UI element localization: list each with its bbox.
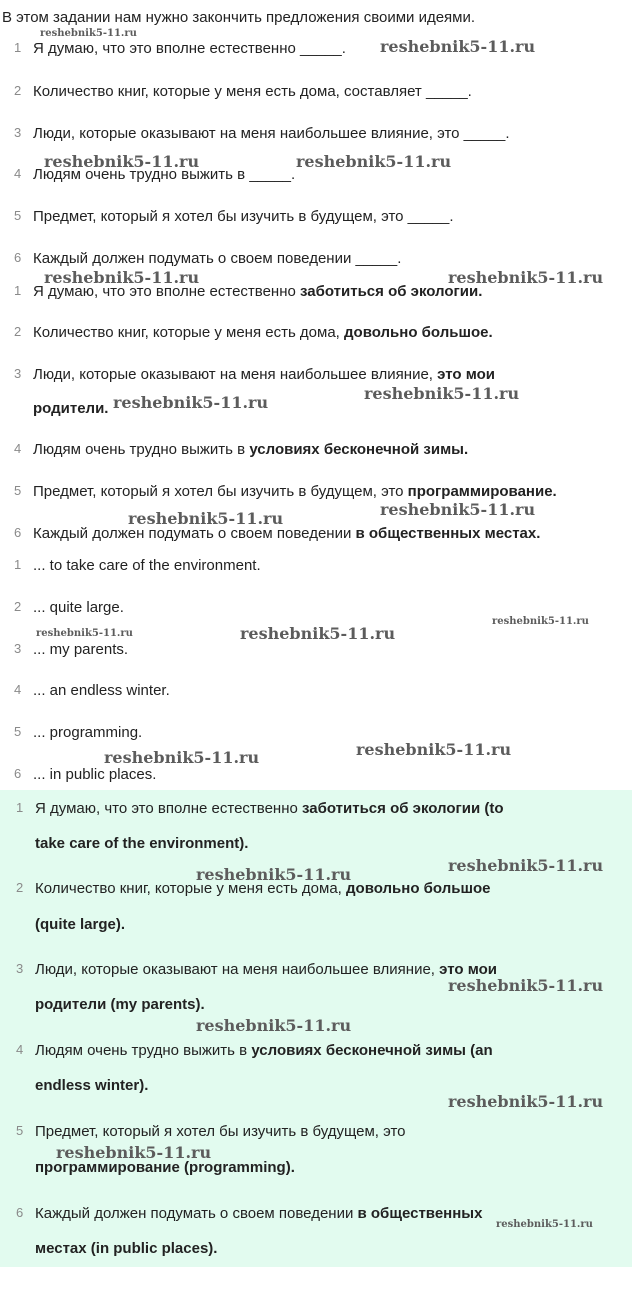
item-text: Количество книг, которые у меня есть дома, составляет _____. [33, 83, 472, 100]
item-number: 5 [14, 208, 22, 223]
item-text: endless winter). [35, 1077, 149, 1094]
watermark: reshebnik5-11.ru [492, 616, 589, 627]
item-number: 2 [14, 83, 22, 98]
watermark: reshebnik5-11.ru [380, 500, 536, 519]
watermark: reshebnik5-11.ru [448, 268, 604, 287]
item-number: 4 [14, 166, 22, 181]
item-text: Люди, которые оказывают на меня наибольшее влияние, это мои [35, 961, 497, 978]
item-text: Предмет, который я хотел бы изучить в будущем, это программирование. [33, 483, 557, 500]
item-text: ... to take care of the environment. [33, 557, 261, 574]
item-text: Люди, которые оказывают на меня наибольшее влияние, это _____. [33, 125, 510, 142]
watermark: reshebnik5-11.ru [56, 1143, 212, 1162]
watermark: reshebnik5-11.ru [448, 856, 604, 875]
item-number: 1 [14, 283, 22, 298]
item-number: 2 [16, 880, 24, 895]
watermark: reshebnik5-11.ru [44, 152, 200, 171]
item-number: 6 [16, 1205, 24, 1220]
item-number: 5 [16, 1123, 24, 1138]
item-number: 6 [14, 250, 22, 265]
watermark: reshebnik5-11.ru [44, 268, 200, 287]
item-number: 2 [14, 599, 22, 614]
item-number: 2 [14, 324, 22, 339]
watermark: reshebnik5-11.ru [104, 748, 260, 767]
watermark: reshebnik5-11.ru [496, 1219, 593, 1230]
watermark: reshebnik5-11.ru [196, 1016, 352, 1035]
item-number: 6 [14, 525, 22, 540]
item-text: (quite large). [35, 916, 126, 933]
item-text: ... programming. [33, 724, 143, 741]
item-text: Людям очень трудно выжить в условиях бесконечной зимы. [33, 441, 469, 458]
item-number: 5 [14, 724, 22, 739]
item-text: ... an endless winter. [33, 682, 170, 699]
item-text: Я думаю, что это вполне естественно заботиться об экологии (to [35, 800, 504, 817]
item-number: 3 [14, 366, 22, 381]
item-text: Людям очень трудно выжить в _____. [33, 166, 296, 183]
item-number: 4 [14, 441, 22, 456]
item-text: ... quite large. [33, 599, 124, 616]
item-text: Каждый должен подумать о своем поведении в общественных [35, 1205, 483, 1222]
watermark: reshebnik5-11.ru [364, 384, 520, 403]
item-number: 4 [14, 682, 22, 697]
item-text: Предмет, который я хотел бы изучить в будущем, это [35, 1123, 406, 1140]
item-number: 3 [14, 641, 22, 656]
item-text: Я думаю, что это вполне естественно заботиться об экологии. [33, 283, 483, 300]
item-text: родители. [33, 400, 109, 417]
item-number: 1 [14, 557, 22, 572]
watermark: reshebnik5-11.ru [196, 865, 352, 884]
item-text: Предмет, который я хотел бы изучить в будущем, это _____. [33, 208, 454, 225]
watermark: reshebnik5-11.ru [448, 976, 604, 995]
item-number: 5 [14, 483, 22, 498]
watermark: reshebnik5-11.ru [113, 393, 269, 412]
item-number: 3 [16, 961, 24, 976]
watermark: reshebnik5-11.ru [128, 509, 284, 528]
item-text: Количество книг, которые у меня есть дома, довольно большое. [33, 324, 493, 341]
item-text: Люди, которые оказывают на меня наибольшее влияние, это мои [33, 366, 495, 383]
item-number: 1 [16, 800, 24, 815]
watermark: reshebnik5-11.ru [40, 28, 137, 39]
item-text: родители (my parents). [35, 996, 205, 1013]
item-text: Людям очень трудно выжить в условиях бесконечной зимы (an [35, 1042, 493, 1059]
item-text: Я думаю, что это вполне естественно _____. [33, 40, 346, 57]
item-number: 6 [14, 766, 22, 781]
item-text: местах (in public places). [35, 1240, 218, 1257]
watermark: reshebnik5-11.ru [240, 624, 396, 643]
item-text: Каждый должен подумать о своем поведении _____. [33, 250, 402, 267]
task-intro: В этом задании нам нужно закончить предложения своими идеями. [2, 9, 476, 26]
watermark: reshebnik5-11.ru [380, 37, 536, 56]
watermark: reshebnik5-11.ru [448, 1092, 604, 1111]
watermark: reshebnik5-11.ru [356, 740, 512, 759]
item-number: 1 [14, 40, 22, 55]
item-text: Количество книг, которые у меня есть дома, довольно большое [35, 880, 491, 897]
item-text: Каждый должен подумать о своем поведении в общественных местах. [33, 525, 541, 542]
item-number: 4 [16, 1042, 24, 1057]
item-text: программирование (programming). [35, 1159, 295, 1176]
watermark: reshebnik5-11.ru [36, 628, 133, 639]
item-text: ... in public places. [33, 766, 157, 783]
item-text: ... my parents. [33, 641, 129, 658]
item-text: take care of the environment). [35, 835, 249, 852]
watermark: reshebnik5-11.ru [296, 152, 452, 171]
item-number: 3 [14, 125, 22, 140]
